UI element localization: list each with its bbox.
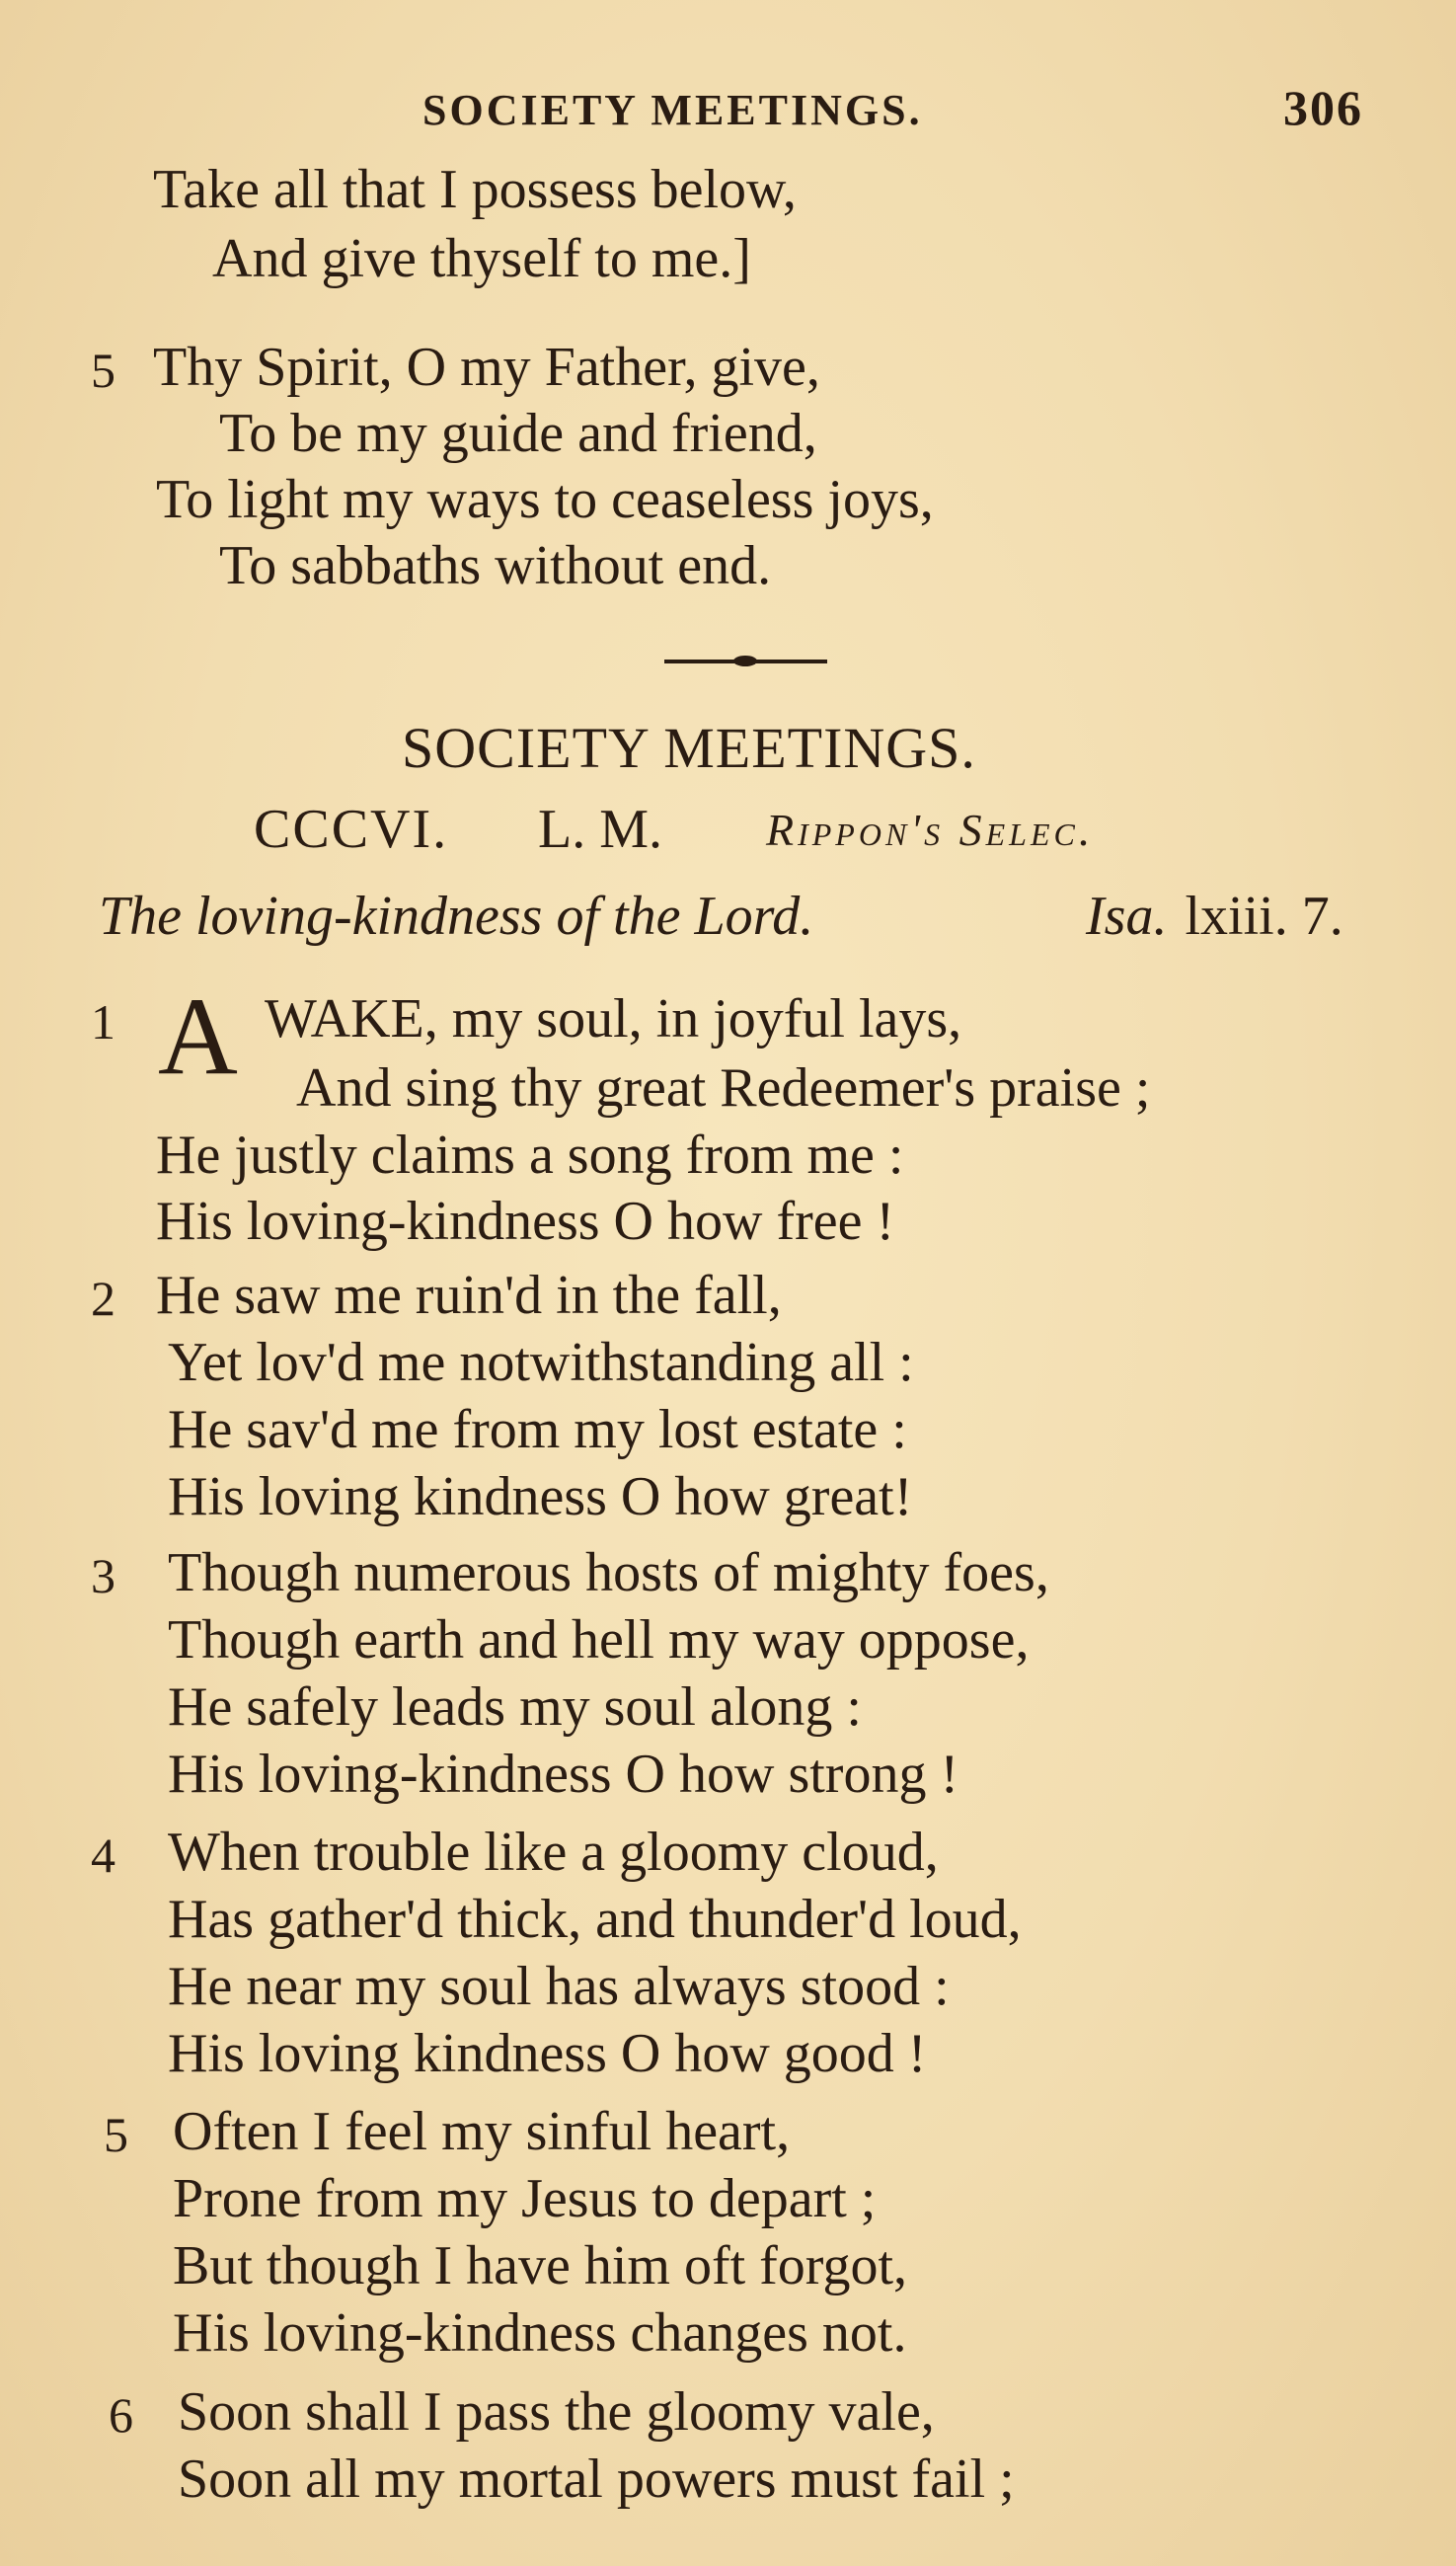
verse-line: And sing thy great Redeemer's praise ; (296, 1057, 1151, 1119)
prev-verse-line: To sabbaths without end. (219, 535, 772, 596)
hymn-number: CCCVI. (254, 799, 449, 860)
verse-number: 2 (91, 1271, 115, 1326)
drop-cap: A (158, 975, 238, 1098)
verse-line: He safely leads my soul along : (168, 1676, 862, 1738)
prev-verse-line: To light my ways to ceaseless joys, (156, 469, 934, 530)
prev-verse-line: Thy Spirit, O my Father, give, (153, 337, 820, 398)
prev-verse-number: 5 (91, 343, 115, 398)
section-title: SOCIETY MEETINGS. (402, 716, 976, 780)
scripture-book: Isa. (1086, 886, 1168, 947)
section-divider (664, 660, 827, 663)
verse-line: When trouble like a gloomy cloud, (168, 1822, 939, 1883)
verse-line: Though numerous hosts of mighty foes, (168, 1542, 1049, 1603)
verse-number: 5 (104, 2107, 128, 2162)
verse-line: He saw me ruin'd in the fall, (156, 1265, 782, 1326)
verse-line: Often I feel my sinful heart, (173, 2101, 791, 2162)
verse-line: Soon all my mortal powers must fail ; (178, 2449, 1015, 2510)
verse-number: 4 (91, 1827, 115, 1883)
verse-line: Soon shall I pass the gloomy vale, (178, 2381, 935, 2443)
scripture-reference (1086, 885, 1343, 948)
verse-line: His loving-kindness O how free ! (156, 1191, 895, 1252)
verse-number: 6 (109, 2387, 133, 2443)
prev-line-2: And give thyself to me.] (212, 228, 751, 289)
verse-line: His loving kindness O how good ! (168, 2023, 927, 2084)
verse-number: 1 (91, 994, 115, 1050)
page-header (0, 77, 1456, 136)
running-head: SOCIETY MEETINGS. (422, 86, 923, 134)
page-number: 306 (1283, 80, 1363, 135)
hymn-source: Rippon's Selec. (766, 805, 1095, 855)
verse-line: He sav'd me from my lost estate : (168, 1399, 907, 1460)
verse-line: WAKE, my soul, in joyful lays, (265, 988, 962, 1050)
scripture-chapter-verse: lxiii. 7. (1185, 886, 1343, 947)
prev-line-1: Take all that I possess below, (153, 159, 797, 220)
verse-number: 3 (91, 1548, 115, 1603)
verse-line: He near my soul has always stood : (168, 1956, 950, 2017)
verse-line: His loving kindness O how great! (168, 1466, 913, 1527)
verse-line: His loving-kindness changes not. (173, 2302, 907, 2364)
hymn-subject: The loving-kindness of the Lord. (99, 886, 814, 947)
verse-line: He justly claims a song from me : (156, 1125, 904, 1186)
verse-line: Has gather'd thick, and thunder'd loud, (168, 1889, 1022, 1950)
verse-line: His loving-kindness O how strong ! (168, 1744, 959, 1805)
verse-line: Prone from my Jesus to depart ; (173, 2168, 877, 2229)
prev-verse-line: To be my guide and friend, (219, 403, 817, 464)
verse-line: But though I have him oft forgot, (173, 2235, 907, 2296)
verse-line: Though earth and hell my way oppose, (168, 1609, 1030, 1671)
verse-line: Yet lov'd me notwithstanding all : (168, 1332, 914, 1393)
hymn-meter: L. M. (538, 799, 662, 860)
